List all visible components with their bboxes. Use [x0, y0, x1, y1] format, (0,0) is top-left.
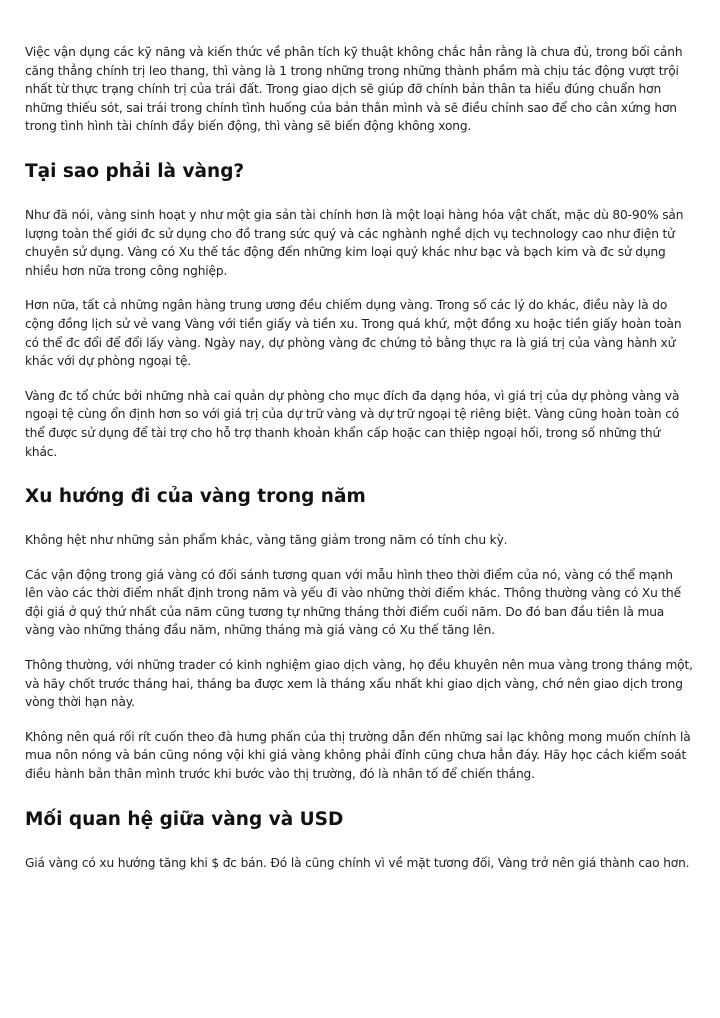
paragraph: Hơn nữa, tất cả những ngân hàng trung ương đều chiếm dụng vàng. Trong số các lý do khác, điều này là do cộng đồng lịch sử vẻ vang Vàng với tiền giấy và tiền xu. Trong quá khứ, một đồng xu hoặc tiền giấy hoàn toàn có thể đc đổi để đổi lấy vàng. Ngày nay, dự phòng vàng đc chứng tỏ bằng thực ra là giá trị của vàng hành xử khác với dự phòng ngoại tệ.: [25, 298, 682, 369]
paragraph: Giá vàng có xu hướng tăng khi $ đc bán. Đó là cũng chính vì về mặt tương đối, Vàng trở nên giá thành cao hơn.: [25, 855, 690, 870]
intro-paragraph: Việc vận dụng các kỹ năng và kiến thức về phân tích kỹ thuật không chắc hẳn rằng là chưa đủ, trong bối cảnh căng thẳng chính trị leo thang, thì vàng là 1 trong những trong những thành phầm mà chịu tác động vượt trội nhất từ thực trạng chính trị của trái đất. Trong giao dịch sẽ giúp đỡ chính bản thân ta hiểu đúng chuẩn hơn những thiếu sót, sai trái trong chính tình huống của bản thân mình và sẽ điều chỉnh sao để cho cân xứng hơn trong tình hình tài chính đầy biến động, thì vàng sẽ biến động không xong.: [25, 45, 683, 134]
section-heading-why-gold: Tại sao phải là vàng?: [25, 160, 245, 182]
paragraph: Như đã nói, vàng sinh hoạt y như một gia sản tài chính hơn là một loại hàng hóa vật chất, mặc dù 80-90% sản lượng toàn thế giới đc sử dụng cho đồ trang sức quý và các nghành nghề dịch vụ technology cao như điện tử chuyên sử dụng. Vàng có Xu thế tác động đến những kim loại quý khác như bạc và bạch kim và đc sử dụng nhiều hơn nữa trong công nghiệp.: [25, 207, 684, 278]
paragraph: Thông thường, với những trader có kinh nghiệm giao dịch vàng, họ đều khuyên nên mua vàng trong tháng một, và hãy chốt trước tháng hai, tháng ba được xem là tháng xấu nhất khi giao dịch vàng, chớ nên giao dịch trong vòng thời hạn này.: [25, 658, 693, 710]
section-heading-gold-usd: Mối quan hệ giữa vàng và USD: [25, 808, 344, 830]
paragraph: Vàng đc tổ chức bởi những nhà cai quản dự phòng cho mục đích đa dạng hóa, vì giá trị của dự phòng vàng và ngoại tệ cùng ổn định hơn so với giá trị của dự trữ vàng và dự trữ ngoại tệ riêng biệt. Vàng cũng hoàn toàn có thể được sử dụng để tài trợ cho hỗ trợ thanh khoản khẩn cấp hoặc can thiệp ngoại hối, trong số những thứ khác.: [25, 388, 680, 459]
paragraph: Không nên quá rối rít cuốn theo đà hưng phấn của thị trường dẫn đến những sai lạc không mong muốn chính là mua nôn nóng và bán cũng nóng vội khi giá vàng không phải đỉnh cũng chưa hẳn đáy. Hãy học cách kiểm soát điều hành bản thân mình trước khi bước vào thị trường, đó là nhân tố để chiến thắng.: [25, 729, 691, 782]
section-heading-gold-trend: Xu hướng đi của vàng trong năm: [25, 486, 366, 508]
paragraph: Không hệt như những sản phẩm khác, vàng tăng giảm trong năm có tính chu kỳ.: [25, 533, 508, 548]
paragraph: Các vận động trong giá vàng có đối sánh tương quan với mẫu hình theo thời điểm của nó, vàng có thể mạnh lên vào các thời điểm nhất định trong năm và yếu đi vào những thời điểm khác. Thông thường vàng có Xu thế đội giá ở quý thứ nhất của năm cũng tương tự những tháng thời điểm cuối năm. Do đó ban đầu tiên là mua vàng vào những tháng đầu năm, những tháng mà giá vàng có Xu thế tăng lên.: [25, 567, 681, 638]
